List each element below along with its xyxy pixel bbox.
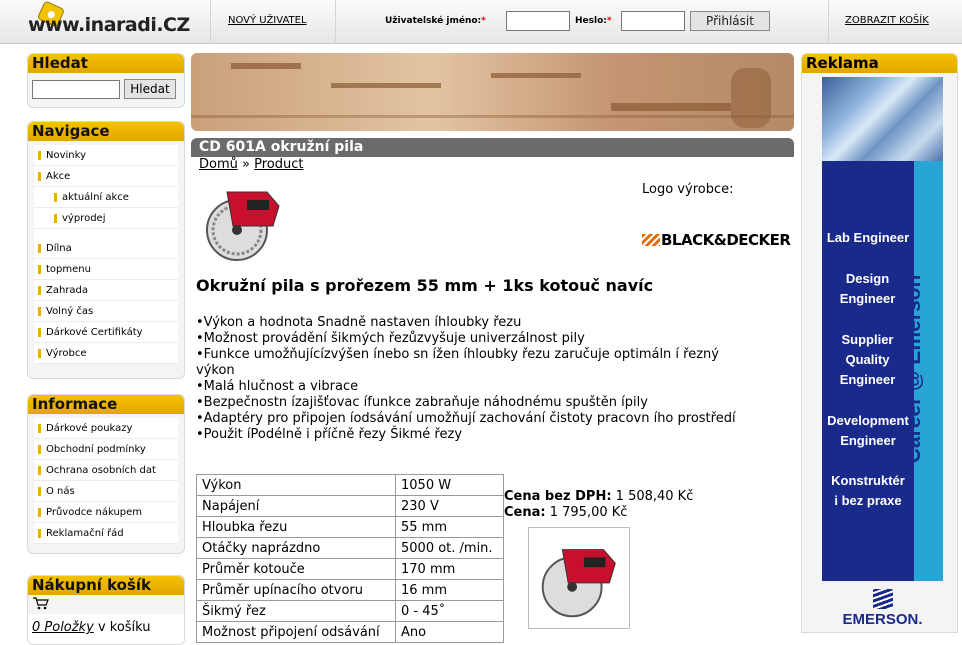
product-image[interactable] <box>197 178 289 270</box>
nav-item-darkove-certifikaty[interactable]: Dárkové Certifikáty <box>34 322 178 343</box>
table-row: Průměr kotouče 170 mm <box>197 559 504 580</box>
table-row: Šikmý řez 0 - 45˚ <box>197 601 504 622</box>
site-logo[interactable] <box>28 2 188 42</box>
price-gross: Cena: 1 795,00 Kč <box>504 505 628 520</box>
search-button[interactable]: Hledat <box>124 79 176 99</box>
navigation-title: Navigace <box>28 122 184 141</box>
product-thumbnail[interactable] <box>528 527 630 629</box>
info-item-reklamacni-rad[interactable]: Reklamační řád <box>34 523 178 544</box>
ad-banner[interactable] <box>822 77 943 582</box>
login-button[interactable]: Přihlásit <box>690 11 770 31</box>
info-item-o-nas[interactable]: O nás <box>34 481 178 502</box>
password-input[interactable] <box>621 11 685 31</box>
cart-summary: 0 Položky v košíku <box>32 620 151 635</box>
password-label: Heslo:* <box>575 16 612 26</box>
emerson-icon <box>873 589 893 609</box>
cart-count[interactable]: 0 Položky <box>32 620 94 635</box>
search-title: Hledat <box>28 54 184 73</box>
maker-label: Logo výrobce: <box>642 182 734 197</box>
nav-item-zahrada[interactable]: Zahrada <box>34 280 178 301</box>
ad-role: Lab Engineer <box>826 230 910 245</box>
nav-item-dilna[interactable]: Dílna <box>34 238 178 259</box>
info-item-pruvodce[interactable]: Průvodce nákupem <box>34 502 178 523</box>
table-row: Průměr upínacího otvoru 16 mm <box>197 580 504 601</box>
navigation-menu <box>34 145 178 364</box>
spec-table <box>196 474 504 643</box>
ad-vertical-text: Career @ Emerson <box>902 274 925 464</box>
feature-item: •Výkon a hodnota Snadně nastaven íhloubky řezu <box>196 315 522 330</box>
nav-item-vyprodej[interactable]: výprodej <box>34 208 178 229</box>
feature-item: •Možnost provádění šikmých řezůzvyšuje univerzálnost pily <box>196 331 585 346</box>
maker-logo: BLACK&DECKER <box>642 231 790 249</box>
product-headline: Okružní pila s prořezem 55 mm + 1ks kotouč navíc <box>196 276 654 295</box>
table-row: Možnost připojení odsávání Ano <box>197 622 504 643</box>
feature-item: •Malá hlučnost a vibrace <box>196 379 359 394</box>
feature-list <box>196 315 736 443</box>
feature-item: •Adaptéry pro připojen íodsávání umožňují zachování čistoty pracovn ího prostředí <box>196 411 736 426</box>
search-box <box>27 53 185 108</box>
blackdecker-icon <box>642 234 660 246</box>
ad-title: Reklama <box>802 54 957 73</box>
feature-item: •Bezpečnostn ízajišťovac ífunkce zabraňuje náhodnému spuštěn ípily <box>196 395 648 410</box>
price-net: Cena bez DPH: 1 508,40 Kč <box>504 489 694 504</box>
info-item-ochrana-dat[interactable]: Ochrana osobních dat <box>34 460 178 481</box>
navigation-box <box>27 121 185 379</box>
site-header <box>0 0 962 44</box>
table-row: Výkon 1050 W <box>197 475 504 496</box>
nav-item-novinky[interactable]: Novinky <box>34 145 178 166</box>
search-input[interactable] <box>32 80 120 99</box>
ad-role: Konstruktér i bez praxe <box>831 473 905 508</box>
header-banner <box>191 53 794 131</box>
info-item-obchodni-podminky[interactable]: Obchodní podmínky <box>34 439 178 460</box>
breadcrumb-home[interactable]: Domů <box>199 157 238 172</box>
breadcrumb-product[interactable]: Product <box>254 157 304 172</box>
table-row: Otáčky naprázdno 5000 ot. /min. <box>197 538 504 559</box>
info-menu <box>34 418 178 544</box>
info-title: Informace <box>28 395 184 414</box>
new-user-link[interactable]: NOVÝ UŽIVATEL <box>228 15 307 26</box>
nav-item-volny-cas[interactable]: Volný čas <box>34 301 178 322</box>
username-input[interactable] <box>506 11 570 31</box>
username-label: Uživatelské jméno:* <box>385 16 486 26</box>
show-cart-link[interactable]: ZOBRAZIT KOŠÍK <box>845 15 929 26</box>
nav-item-aktualni-akce[interactable]: aktuální akce <box>34 187 178 208</box>
price-block <box>504 489 693 521</box>
emerson-logo[interactable]: EMERSON. <box>822 589 943 628</box>
ad-box <box>801 53 958 633</box>
table-row: Hloubka řezu 55 mm <box>197 517 504 538</box>
info-item-darkove-poukazy[interactable]: Dárkové poukazy <box>34 418 178 439</box>
nav-item-topmenu[interactable]: topmenu <box>34 259 178 280</box>
logo-text: www.inaradi.CZ <box>28 14 190 36</box>
ad-building-image <box>822 77 943 161</box>
cart-title: Nákupní košík <box>28 576 184 595</box>
breadcrumb: Domů » Product <box>199 157 304 172</box>
product-panel <box>191 138 794 640</box>
product-title: CD 601A okružní pila <box>191 138 794 157</box>
table-row: Napájení 230 V <box>197 496 504 517</box>
feature-item: •Použit íPodélně i příčně řezy Šikmé řezy <box>196 427 463 442</box>
feature-item: •Funkce umožňujícízvýšen ínebo sn ížen íhloubky řezu zaručuje optimáln í řezný výkon <box>196 347 719 378</box>
ad-role: Development Engineer <box>827 413 909 448</box>
ad-role: Design Engineer <box>839 271 896 306</box>
nav-item-vyrobce[interactable]: Výrobce <box>34 343 178 364</box>
nav-item-akce[interactable]: Akce <box>34 166 178 187</box>
cart-icon <box>32 596 50 610</box>
cart-box <box>27 575 185 645</box>
ad-role: Supplier Quality Engineer <box>839 332 896 387</box>
info-box <box>27 394 185 554</box>
